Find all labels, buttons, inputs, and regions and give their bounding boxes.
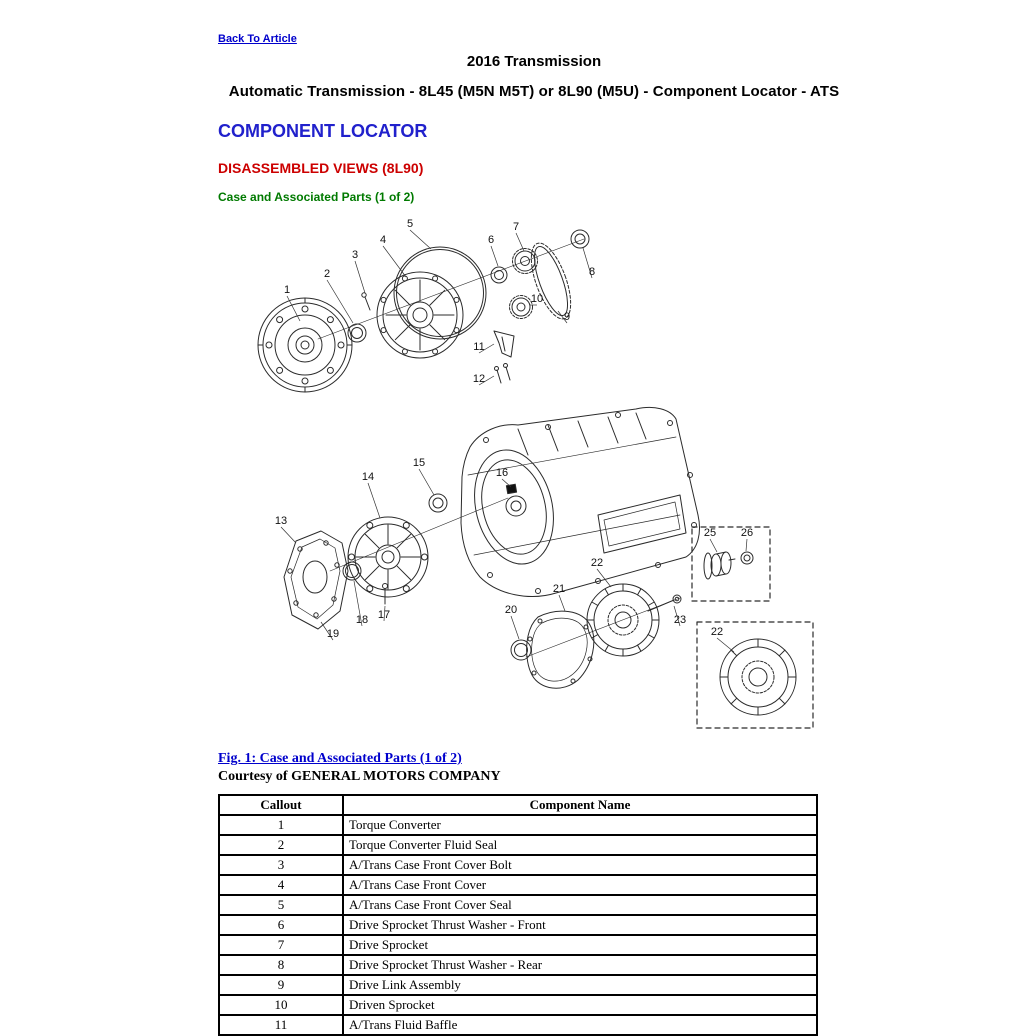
component-name-cell: Drive Link Assembly <box>343 975 817 995</box>
diagram-callout-number: 11 <box>473 341 485 353</box>
callout-leader-line <box>491 246 498 266</box>
diagram-callout-number: 20 <box>504 604 518 616</box>
transmission-case <box>461 407 700 596</box>
diagram-callout-number: 26 <box>740 527 754 539</box>
diagram-callout-number: 5 <box>406 218 414 230</box>
callout-leader-line <box>419 469 434 495</box>
figure-caption-link[interactable]: Fig. 1: Case and Associated Parts (1 of 2) <box>218 751 462 766</box>
diagram-callout-number: 9 <box>563 311 571 323</box>
callout-cell: 3 <box>219 855 343 875</box>
pump-assembly-part <box>348 517 428 597</box>
diagram-callout-number: 12 <box>472 373 486 385</box>
callout-cell: 8 <box>219 955 343 975</box>
callout-leader-line <box>511 616 519 639</box>
component-table-body <box>219 815 817 1035</box>
gasket-part <box>527 611 594 688</box>
callout-cell: 7 <box>219 935 343 955</box>
callout-leader-line <box>516 233 524 251</box>
component-name-cell: Drive Sprocket Thrust Washer - Rear <box>343 955 817 975</box>
callout-leader-line <box>410 230 431 249</box>
component-name-cell: Torque Converter Fluid Seal <box>343 835 817 855</box>
callout-leader-line <box>355 261 365 293</box>
diagram-callout-number: 10 <box>530 293 544 305</box>
component-name-cell: Drive Sprocket <box>343 935 817 955</box>
back-to-article-link[interactable]: Back To Article <box>218 33 297 45</box>
component-locator-heading: COMPONENT LOCATOR <box>218 121 428 141</box>
exploded-view-diagram <box>218 215 850 735</box>
component-name-cell: Driven Sprocket <box>343 995 817 1015</box>
callout-cell: 11 <box>219 1015 343 1035</box>
document-page <box>218 0 850 1036</box>
thrust-washer-front-part <box>491 267 507 283</box>
callout-leader-line <box>383 246 406 277</box>
callout-leader-line <box>368 483 380 518</box>
diagram-callout-number: 14 <box>361 471 375 483</box>
case-plug-part <box>506 484 516 493</box>
table-row <box>219 1015 817 1035</box>
diagram-callout-number: 6 <box>487 234 495 246</box>
callout-cell: 4 <box>219 875 343 895</box>
diagram-callout-number: 7 <box>512 221 520 233</box>
diagram-callout-number: 13 <box>274 515 288 527</box>
component-name-header: Component Name <box>343 795 817 815</box>
callout-leader-line <box>746 539 747 551</box>
diagram-callout-number: 19 <box>326 628 340 640</box>
diagram-callout-number: 25 <box>703 527 717 539</box>
thrust-washer-rear-part <box>571 230 589 248</box>
table-header-row <box>219 795 817 815</box>
baffle-bolts-part <box>495 364 511 384</box>
table-row <box>219 855 817 875</box>
callout-header: Callout <box>219 795 343 815</box>
diagram-callout-number: 21 <box>552 583 566 595</box>
diagram-callout-number: 1 <box>283 284 291 296</box>
callout-leader-line <box>281 527 296 543</box>
table-row <box>219 935 817 955</box>
table-row <box>219 995 817 1015</box>
table-row <box>219 895 817 915</box>
diagram-callout-number: 22 <box>710 626 724 638</box>
diagram-callout-number: 16 <box>495 467 509 479</box>
component-table <box>218 794 818 1036</box>
diagram-callout-number: 15 <box>412 457 426 469</box>
diagram-callout-number: 18 <box>355 614 369 626</box>
callout-leader-line <box>717 638 734 652</box>
callout-cell: 1 <box>219 815 343 835</box>
component-name-cell: A/Trans Fluid Baffle <box>343 1015 817 1035</box>
component-name-cell: Torque Converter <box>343 815 817 835</box>
adapter-plate-part <box>284 531 348 629</box>
callout-leader-line <box>559 595 565 611</box>
diagram-callout-number: 3 <box>351 249 359 261</box>
diagram-callout-number: 4 <box>379 234 387 246</box>
table-row <box>219 975 817 995</box>
courtesy-line: Courtesy of GENERAL MOTORS COMPANY <box>218 769 501 784</box>
diagram-callout-number: 2 <box>323 268 331 280</box>
pump-bolt-part <box>383 584 388 605</box>
page-subtitle: Automatic Transmission - 8L45 (M5N M5T) or 8L90 (M5U) - Component Locator - ATS <box>228 83 840 100</box>
diagram-callout-number: 8 <box>588 266 596 278</box>
diagram-callout-number: 22 <box>590 557 604 569</box>
callout-cell: 10 <box>219 995 343 1015</box>
bushing-part <box>429 494 447 512</box>
fluid-baffle-part <box>494 331 514 357</box>
table-row <box>219 875 817 895</box>
table-row <box>219 955 817 975</box>
callout-leader-line <box>710 539 717 552</box>
diagram-callout-number: 23 <box>673 614 687 626</box>
component-name-cell: A/Trans Case Front Cover Seal <box>343 895 817 915</box>
diagram-callout-number: 17 <box>377 609 391 621</box>
table-row <box>219 835 817 855</box>
callout-cell: 5 <box>219 895 343 915</box>
table-row <box>219 815 817 835</box>
cover-bolt-part <box>362 293 370 310</box>
callout-cell: 6 <box>219 915 343 935</box>
component-name-cell: Drive Sprocket Thrust Washer - Front <box>343 915 817 935</box>
figure-title: Case and Associated Parts (1 of 2) <box>218 190 415 204</box>
front-cover-part <box>377 272 463 358</box>
driven-sprocket-part <box>510 296 533 319</box>
torque-converter-part <box>258 298 352 392</box>
table-row <box>219 915 817 935</box>
component-name-cell: A/Trans Case Front Cover <box>343 875 817 895</box>
disassembled-views-heading: DISASSEMBLED VIEWS (8L90) <box>218 160 424 176</box>
page-title: 2016 Transmission <box>466 53 602 70</box>
component-name-cell: A/Trans Case Front Cover Bolt <box>343 855 817 875</box>
callout-cell: 2 <box>219 835 343 855</box>
callout-cell: 9 <box>219 975 343 995</box>
diagram-callouts <box>275 218 753 652</box>
